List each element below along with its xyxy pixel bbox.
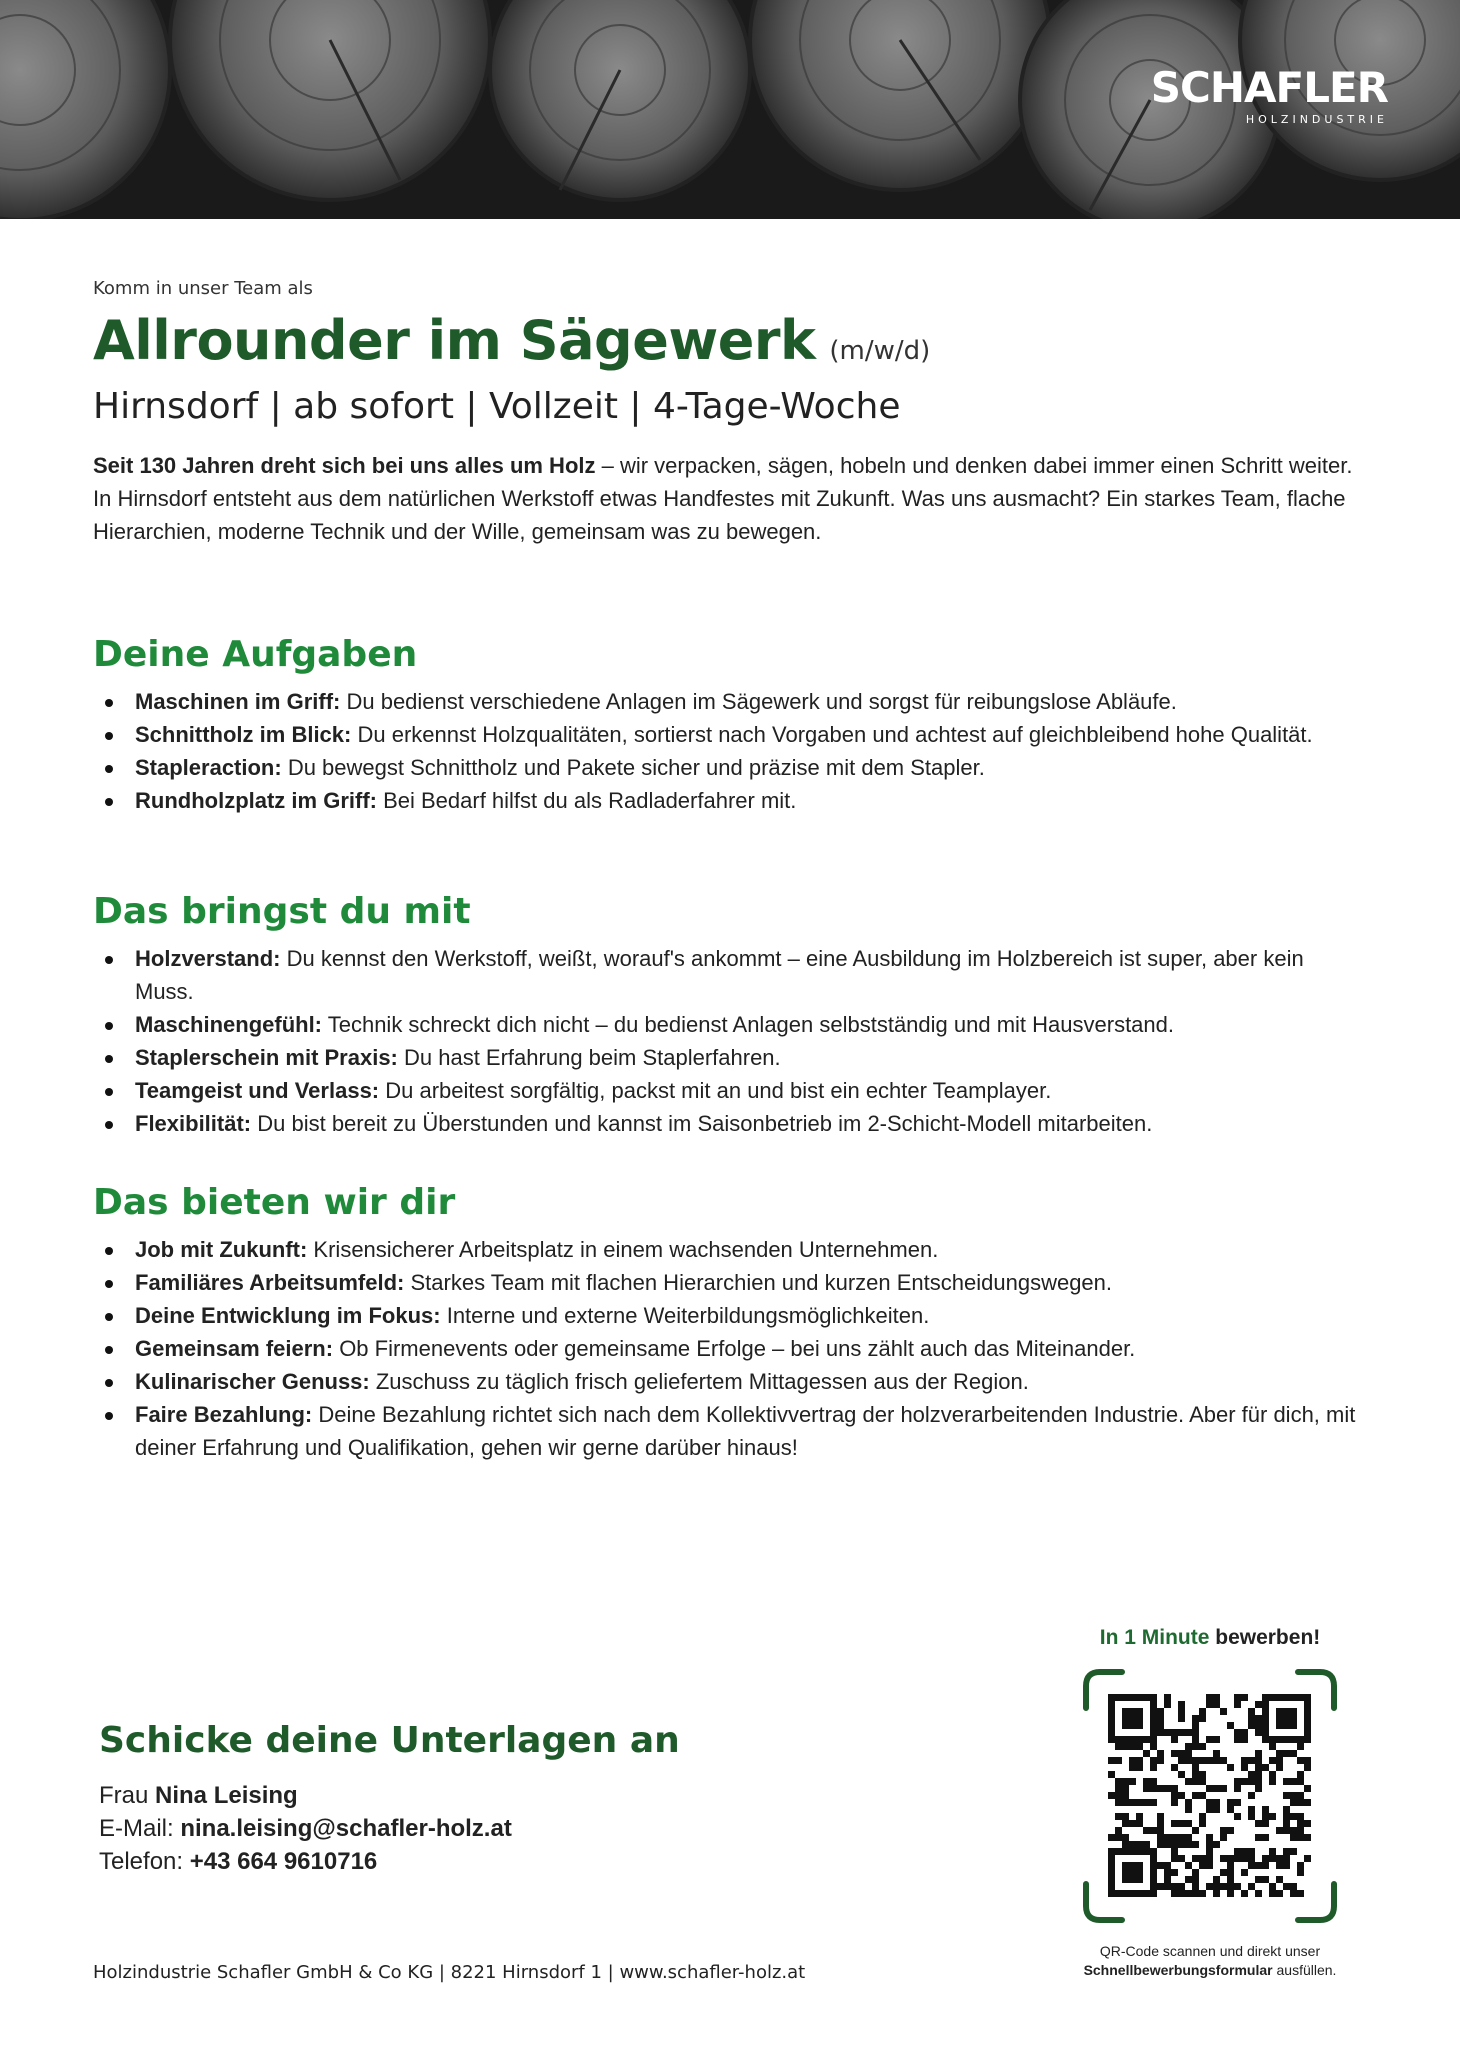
header-banner — [0, 0, 1460, 219]
schafler-logo — [1150, 63, 1388, 128]
section-bieten-wir-dir — [93, 1182, 1363, 1464]
item-text: Du erkennst Holzqualitäten, sortierst nach Vorgaben und achtest auf gleichbleibend hohe Qualität. — [351, 722, 1313, 747]
qr-caption-line2 — [1060, 1961, 1360, 1980]
bullet-icon — [105, 798, 113, 806]
phone-link[interactable]: +43 664 9610716 — [189, 1848, 378, 1875]
item-text: Du bewegst Schnittholz und Pakete sicher und präzise mit dem Stapler. — [281, 755, 985, 780]
list-item — [93, 1107, 1363, 1140]
list-item — [93, 1041, 1363, 1074]
bullet-icon — [105, 1247, 113, 1255]
list-item — [93, 718, 1363, 751]
list-item — [93, 1266, 1363, 1299]
item-text: Krisensicherer Arbeitsplatz in einem wachsenden Unternehmen. — [307, 1237, 939, 1262]
bullet-icon — [105, 1346, 113, 1354]
item-label: Flexibilität: — [135, 1111, 252, 1136]
qr-caption — [1060, 1942, 1360, 1980]
qr-caption-rest: ausfüllen. — [1272, 1962, 1337, 1978]
email-label: E-Mail: — [99, 1815, 181, 1842]
item-text: Bei Bedarf hilfst du als Radladerfahrer mit. — [376, 788, 797, 813]
contact-heading: Schicke deine Unterlagen an — [99, 1720, 680, 1761]
item-label: Gemeinsam feiern: — [135, 1336, 334, 1361]
contact-salutation: Frau — [99, 1782, 156, 1809]
eyebrow-text: Komm in unser Team als — [93, 278, 313, 299]
logo-subtitle: HOLZINDUSTRIE — [1245, 113, 1388, 126]
contact-lines — [99, 1779, 680, 1878]
list-item — [93, 685, 1363, 718]
list-item — [93, 1299, 1363, 1332]
contact-block — [99, 1720, 680, 1878]
benefits-list — [93, 1233, 1363, 1464]
item-label: Rundholzplatz im Griff: — [135, 788, 377, 813]
bullet-icon — [105, 1280, 113, 1288]
requirements-list — [93, 942, 1363, 1140]
job-subtitle: Hirnsdorf | ab sofort | Vollzeit | 4-Tage-Woche — [93, 386, 901, 427]
item-label: Faire Bezahlung: — [135, 1402, 313, 1427]
list-item — [93, 1365, 1363, 1398]
list-item — [93, 942, 1363, 1008]
bullet-icon — [105, 1022, 113, 1030]
bullet-icon — [105, 1379, 113, 1387]
section-heading: Das bringst du mit — [93, 891, 471, 932]
list-item — [93, 1398, 1363, 1464]
item-label: Holzverstand: — [135, 946, 281, 971]
email-link[interactable]: nina.leising@schafler-holz.at — [180, 1815, 512, 1842]
bullet-icon — [105, 1055, 113, 1063]
bullet-icon — [105, 765, 113, 773]
list-item — [93, 1332, 1363, 1365]
qr-headline-green: In 1 Minute — [1099, 1626, 1210, 1649]
item-text: Deine Bezahlung richtet sich nach dem Kollektivvertrag der holzverarbeitenden Industrie. Aber für dich, mit deiner Erfahrung und Qualifikation, gehen wir gerne darüber hinaus! — [135, 1402, 1356, 1460]
qr-code-icon — [1082, 1668, 1338, 1924]
item-label: Maschinen im Griff: — [135, 689, 341, 714]
item-label: Schnittholz im Blick: — [135, 722, 352, 747]
section-heading: Das bieten wir dir — [93, 1182, 456, 1223]
item-text: Interne und externe Weiterbildungsmöglichkeiten. — [440, 1303, 930, 1328]
bullet-icon — [105, 1313, 113, 1321]
contact-person — [99, 1779, 680, 1812]
item-label: Kulinarischer Genuss: — [135, 1369, 370, 1394]
qr-headline — [1060, 1626, 1360, 1650]
job-title: Allrounder im Sägewerk — [93, 309, 816, 372]
bullet-icon — [105, 732, 113, 740]
qr-block — [1060, 1626, 1360, 1980]
item-label: Stapleraction: — [135, 755, 282, 780]
list-item — [93, 751, 1363, 784]
list-item — [93, 1008, 1363, 1041]
item-label: Maschinengefühl: — [135, 1012, 323, 1037]
contact-phone-line — [99, 1845, 680, 1878]
item-label: Deine Entwicklung im Fokus: — [135, 1303, 441, 1328]
item-text: Du bist bereit zu Überstunden und kannst im Saisonbetrieb im 2-Schicht-Modell mitarbeiten. — [251, 1111, 1153, 1136]
section-aufgaben — [93, 634, 1363, 817]
title-row — [93, 309, 1383, 372]
list-item — [93, 1074, 1363, 1107]
item-text: Du kennst den Werkstoff, weißt, worauf's ankommt – eine Ausbildung im Holzbereich ist super, aber kein Muss. — [135, 946, 1304, 1004]
qr-caption-line1: QR-Code scannen und direkt unser — [1099, 1943, 1321, 1959]
job-intro — [93, 278, 1383, 548]
item-label: Job mit Zukunft: — [135, 1237, 308, 1262]
bullet-icon — [105, 956, 113, 964]
job-title-suffix: (m/w/d) — [829, 336, 931, 366]
item-text: Starkes Team mit flachen Hierarchien und kurzen Entscheidungswegen. — [404, 1270, 1113, 1295]
contact-email-line — [99, 1812, 680, 1845]
item-text: Zuschuss zu täglich frisch geliefertem Mittagessen aus der Region. — [369, 1369, 1029, 1394]
bullet-icon — [105, 699, 113, 707]
item-label: Teamgeist und Verlass: — [135, 1078, 380, 1103]
contact-name: Nina Leising — [155, 1782, 298, 1809]
intro-rest: – wir verpacken, sägen, hobeln und denken dabei immer einen Schritt weiter. In Hirnsdorf entsteht aus dem natürlichen Werkstoff etwas Handfestes mit Zukunft. Was uns ausmacht? Ein starkes Team, flache Hierarchien, moderne Technik und der Wille, gemeinsam was zu bewegen. — [93, 453, 1353, 544]
task-list — [93, 685, 1363, 817]
item-text: Technik schreckt dich nicht – du bedienst Anlagen selbstständig und mit Hausverstand. — [322, 1012, 1174, 1037]
list-item — [93, 784, 1363, 817]
footer-text: Holzindustrie Schafler GmbH & Co KG | 8221 Hirnsdorf 1 | www.schafler-holz.at — [93, 1962, 806, 1983]
bullet-icon — [105, 1088, 113, 1096]
item-text: Ob Firmenevents oder gemeinsame Erfolge – bei uns zählt auch das Miteinander. — [333, 1336, 1136, 1361]
qr-caption-bold: Schnellbewerbungsformular — [1083, 1962, 1273, 1978]
phone-label: Telefon: — [99, 1848, 190, 1875]
intro-paragraph — [93, 449, 1353, 548]
qr-headline-rest: bewerben! — [1209, 1626, 1321, 1649]
bullet-icon — [105, 1121, 113, 1129]
item-label: Staplerschein mit Praxis: — [135, 1045, 398, 1070]
item-label: Familiäres Arbeitsumfeld: — [135, 1270, 405, 1295]
section-heading: Deine Aufgaben — [93, 634, 418, 675]
logo-wordmark: SCHAFLER — [1150, 63, 1388, 112]
bullet-icon — [105, 1412, 113, 1420]
list-item — [93, 1233, 1363, 1266]
qr-code[interactable] — [1082, 1668, 1338, 1924]
intro-bold: Seit 130 Jahren dreht sich bei uns alles um Holz — [93, 453, 596, 478]
item-text: Du arbeitest sorgfältig, packst mit an und bist ein echter Teamplayer. — [379, 1078, 1052, 1103]
item-text: Du bedienst verschiedene Anlagen im Sägewerk und sorgst für reibungslose Abläufe. — [340, 689, 1177, 714]
section-bringst-du-mit — [93, 891, 1363, 1140]
item-text: Du hast Erfahrung beim Staplerfahren. — [397, 1045, 781, 1070]
